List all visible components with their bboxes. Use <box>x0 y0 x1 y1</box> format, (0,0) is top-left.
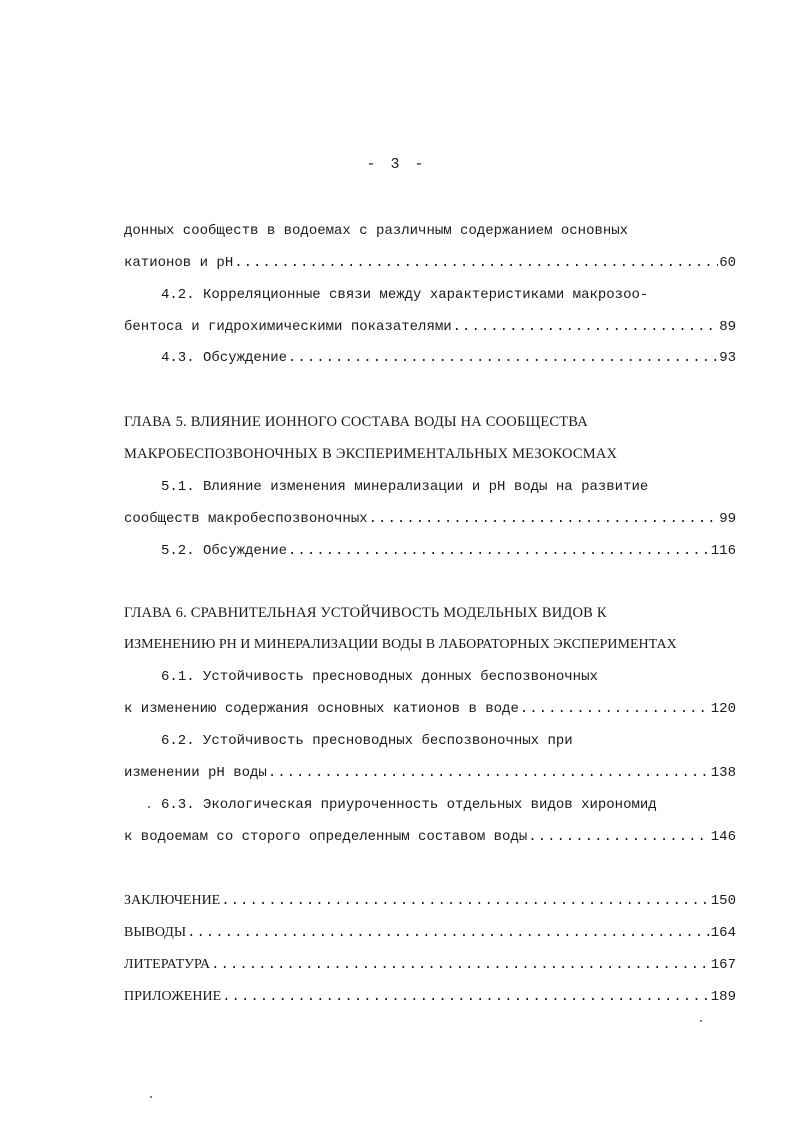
toc-literature-entry <box>124 956 736 974</box>
scan-speck <box>700 1020 702 1022</box>
toc-conclusion-entry <box>124 892 736 910</box>
toc-appendix-entry <box>124 988 736 1006</box>
dot-leader <box>520 700 710 718</box>
scan-speck <box>148 806 150 808</box>
toc-5-2-entry <box>161 542 736 560</box>
toc-appendix-page: 189 <box>710 989 736 1005</box>
toc-findings-text: ВЫВОДЫ <box>124 925 187 940</box>
toc-ch4-cont-page: 60 <box>719 255 736 271</box>
toc-conclusion-text: ЗАКЛЮЧЕНИЕ <box>124 893 221 908</box>
toc-5-2-text: 5.2. Обсуждение <box>161 543 288 559</box>
toc-4-2-entry <box>124 318 736 336</box>
toc-4-2-text: бентоса и гидрохимическими показателями <box>124 319 452 335</box>
dot-leader <box>369 510 719 528</box>
toc-ch6-heading-line2: ИЗМЕНЕНИЮ PH И МИНЕРАЛИЗАЦИИ ВОДЫ В ЛАБОРАТОРНЫХ ЭКСПЕРИМЕНТАХ <box>124 637 677 652</box>
toc-findings-page: 164 <box>710 925 736 941</box>
dot-leader <box>528 828 710 846</box>
toc-ch6-heading-line1: ГЛАВА 6. СРАВНИТЕЛЬНАЯ УСТОЙЧИВОСТЬ МОДЕЛЬНЫХ ВИДОВ К <box>124 605 607 621</box>
dot-leader <box>453 318 719 336</box>
toc-6-3-page: 146 <box>710 829 736 845</box>
toc-5-2-page: 116 <box>710 543 736 559</box>
toc-5-1-line1: 5.1. Влияние изменения минерализации и pH воды на развитие <box>161 479 649 495</box>
toc-6-2-page: 138 <box>710 765 736 781</box>
toc-5-1-text: сообществ макробеспозвоночных <box>124 511 368 527</box>
toc-6-2-line1: 6.2. Устойчивость пресноводных беспозвоночных при <box>161 733 573 749</box>
toc-5-1-entry <box>124 510 736 528</box>
toc-appendix-text: ПРИЛОЖЕНИЕ <box>124 989 222 1004</box>
toc-literature-page: 167 <box>710 957 736 973</box>
toc-ch5-heading-line1: ГЛАВА 5. ВЛИЯНИЕ ИОННОГО СОСТАВА ВОДЫ НА СООБЩЕСТВА <box>124 414 588 430</box>
page-number: - 3 - <box>366 156 427 173</box>
toc-4-2-line1: 4.2. Корреляционные связи между характеристиками макрозоо- <box>161 287 649 303</box>
dot-leader <box>211 956 710 974</box>
toc-4-3-page: 93 <box>719 350 736 366</box>
toc-6-1-text: к изменению содержания основных катионов в воде <box>124 701 519 717</box>
toc-6-2-text: изменении pH воды <box>124 765 267 781</box>
toc-4-3-entry <box>161 349 736 367</box>
toc-conclusion-page: 150 <box>710 893 736 909</box>
dot-leader <box>234 254 718 272</box>
toc-4-3-text: 4.3. Обсуждение <box>161 350 288 366</box>
dot-leader <box>288 542 710 560</box>
toc-ch4-cont-entry <box>124 254 736 272</box>
dot-leader <box>222 988 710 1006</box>
toc-4-2-page: 89 <box>719 319 736 335</box>
dot-leader <box>221 892 710 910</box>
toc-6-3-line1: 6.3. Экологическая приуроченность отдельных видов хирономид <box>161 797 657 813</box>
scan-speck <box>150 1096 152 1098</box>
toc-6-1-line1: 6.1. Устойчивость пресноводных донных беспозвоночных <box>161 669 598 685</box>
dot-leader <box>268 764 710 782</box>
toc-ch5-heading-line2: МАКРОБЕСПОЗВОНОЧНЫХ В ЭКСПЕРИМЕНТАЛЬНЫХ МЕЗОКОСМАХ <box>124 446 618 462</box>
dot-leader <box>187 924 710 942</box>
toc-ch4-cont-text: катионов и pH <box>124 255 234 271</box>
toc-5-1-page: 99 <box>719 511 736 527</box>
toc-6-2-entry <box>124 764 736 782</box>
toc-literature-text: ЛИТЕРАТУРА <box>124 957 211 972</box>
toc-findings-entry <box>124 924 736 942</box>
toc-6-1-page: 120 <box>710 701 736 717</box>
toc-6-3-text: к водоемам со сторого определенным составом воды <box>124 829 528 845</box>
toc-6-1-entry <box>124 700 736 718</box>
toc-6-3-entry <box>124 828 736 846</box>
toc-ch4-cont-line1: донных сообществ в водоемах с различным содержанием основных <box>124 223 629 239</box>
dot-leader <box>288 349 718 367</box>
